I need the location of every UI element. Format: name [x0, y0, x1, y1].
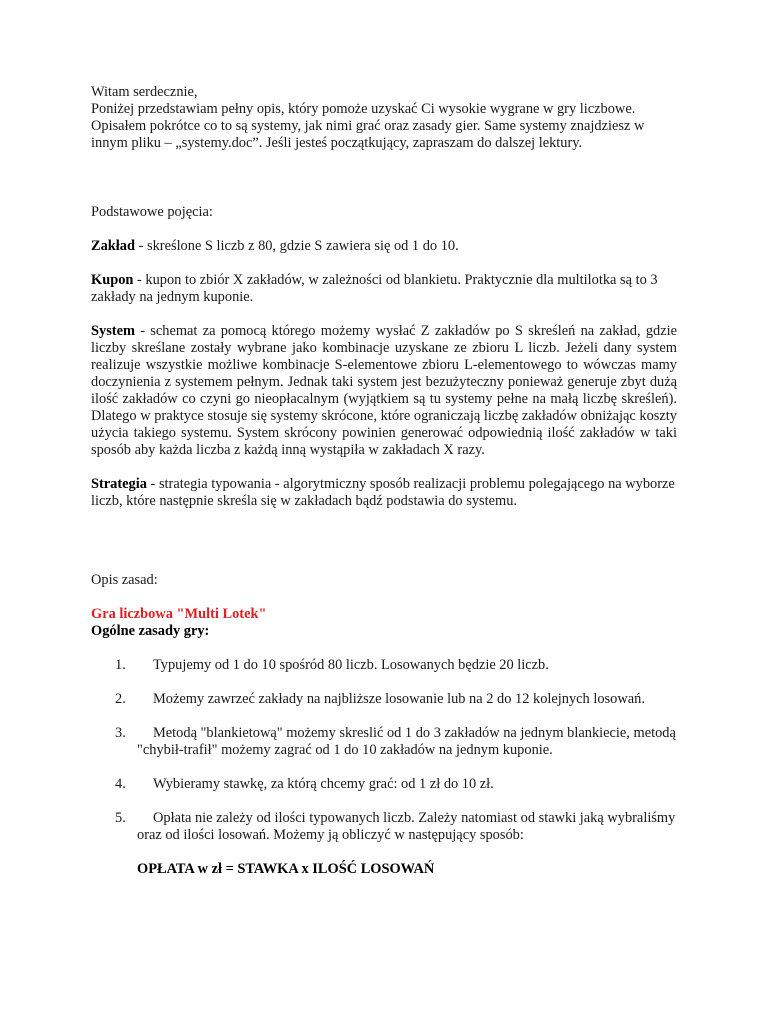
list-item — [91, 691, 677, 708]
definition-text: - schemat za pomocą którego możemy wysłać Z zakładów po S skreśleń na zakład, gdzie liczby skreślane zostały wybrane jako kombinacje uzyskane ze zbioru L liczb. Jeżeli dany system realizuje wszystkie możliwe kombinacje S-elementowe zbioru L-elementowego to wówczas mamy doczynienia z systemem pełnym. Jednak taki system jest bezużyteczny ponieważ generuje zbyt dużą ilość zakładów co czyni go nieopłacalnym (wyjątkiem są tu systemy pełne na małą liczbę skreśleń). Dlatego w praktyce stosuje się systemy skrócone, które ograniczają liczbę zakładów obniżając koszty użycia takiego systemu. System skrócony powinien generować odpowiednią ilość zakładów w taki sposób aby każda liczba z każdą inną wystąpiła w zakładach X razy. — [91, 323, 677, 458]
greeting: Witam serdecznie, — [91, 84, 198, 100]
definition-system — [91, 323, 677, 459]
list-item — [91, 725, 677, 759]
general-rules-heading: Ogólne zasady gry: — [91, 623, 210, 639]
definition-text: - kupon to zbiór X zakładów, w zależności od blankietu. Praktycznie dla multilotka są to 3 zakłady na jednym kuponie. — [91, 272, 658, 305]
intro-paragraph: Poniżej przedstawiam pełny opis, który pomoże uzyskać Ci wysokie wygrane w gry liczbowe. Opisałem pokrótce co to są systemy, jak nimi grać oraz zasady gier. Same systemy znajdziesz w innym pliku – „systemy.doc”. Jeśli jesteś początkujący, zapraszam do dalszej lektury. — [91, 101, 645, 151]
list-text: Metodą "blankietową" możemy skreslić od 1 do 3 zakładów na jednym blankiecie, metodą "chybił-trafił" możemy zagrać od 1 do 10 zakładów na jednym kuponie. — [137, 725, 676, 758]
game-title: Gra liczbowa "Multi Lotek" — [91, 606, 267, 622]
list-text: Możemy zawrzeć zakłady na najbliższe losowanie lub na 2 do 12 kolejnych losowań. — [153, 691, 645, 707]
list-text: Wybieramy stawkę, za którą chcemy grać: od 1 zł do 10 zł. — [153, 776, 494, 792]
list-item — [91, 810, 677, 844]
list-number: 2. — [115, 691, 126, 707]
term-kupon: Kupon — [91, 272, 134, 288]
rules-heading: Opis zasad: — [91, 572, 158, 588]
list-number: 3. — [115, 725, 126, 741]
list-text: Typujemy od 1 do 10 spośród 80 liczb. Losowanych będzie 20 liczb. — [153, 657, 549, 673]
term-zaklad: Zakład — [91, 238, 135, 254]
list-number: 5. — [115, 810, 126, 826]
list-item — [91, 657, 677, 674]
definition-text: - strategia typowania - algorytmiczny sposób realizacji problemu polegającego na wyborze liczb, które następnie skreśla się w zakładach bądź podstawia do systemu. — [91, 476, 675, 509]
definition-kupon — [91, 272, 677, 306]
term-system: System — [91, 323, 135, 339]
payment-formula: OPŁATA w zł = STAWKA x ILOŚĆ LOSOWAŃ — [137, 861, 435, 877]
list-number: 1. — [115, 657, 126, 673]
list-item — [91, 776, 677, 793]
rules-list — [91, 657, 677, 844]
basics-heading: Podstawowe pojęcia: — [91, 204, 213, 220]
list-text: Opłata nie zależy od ilości typowanych liczb. Zależy natomiast od stawki jaką wybraliśmy oraz od ilości losowań. Możemy ją obliczyć w następujący sposób: — [137, 810, 676, 843]
definition-zaklad — [91, 238, 677, 255]
term-strategia: Strategia — [91, 476, 147, 492]
definition-strategia — [91, 476, 677, 510]
list-number: 4. — [115, 776, 126, 792]
document-page — [91, 84, 677, 878]
definition-text: - skreślone S liczb z 80, gdzie S zawiera się od 1 do 10. — [135, 238, 459, 254]
